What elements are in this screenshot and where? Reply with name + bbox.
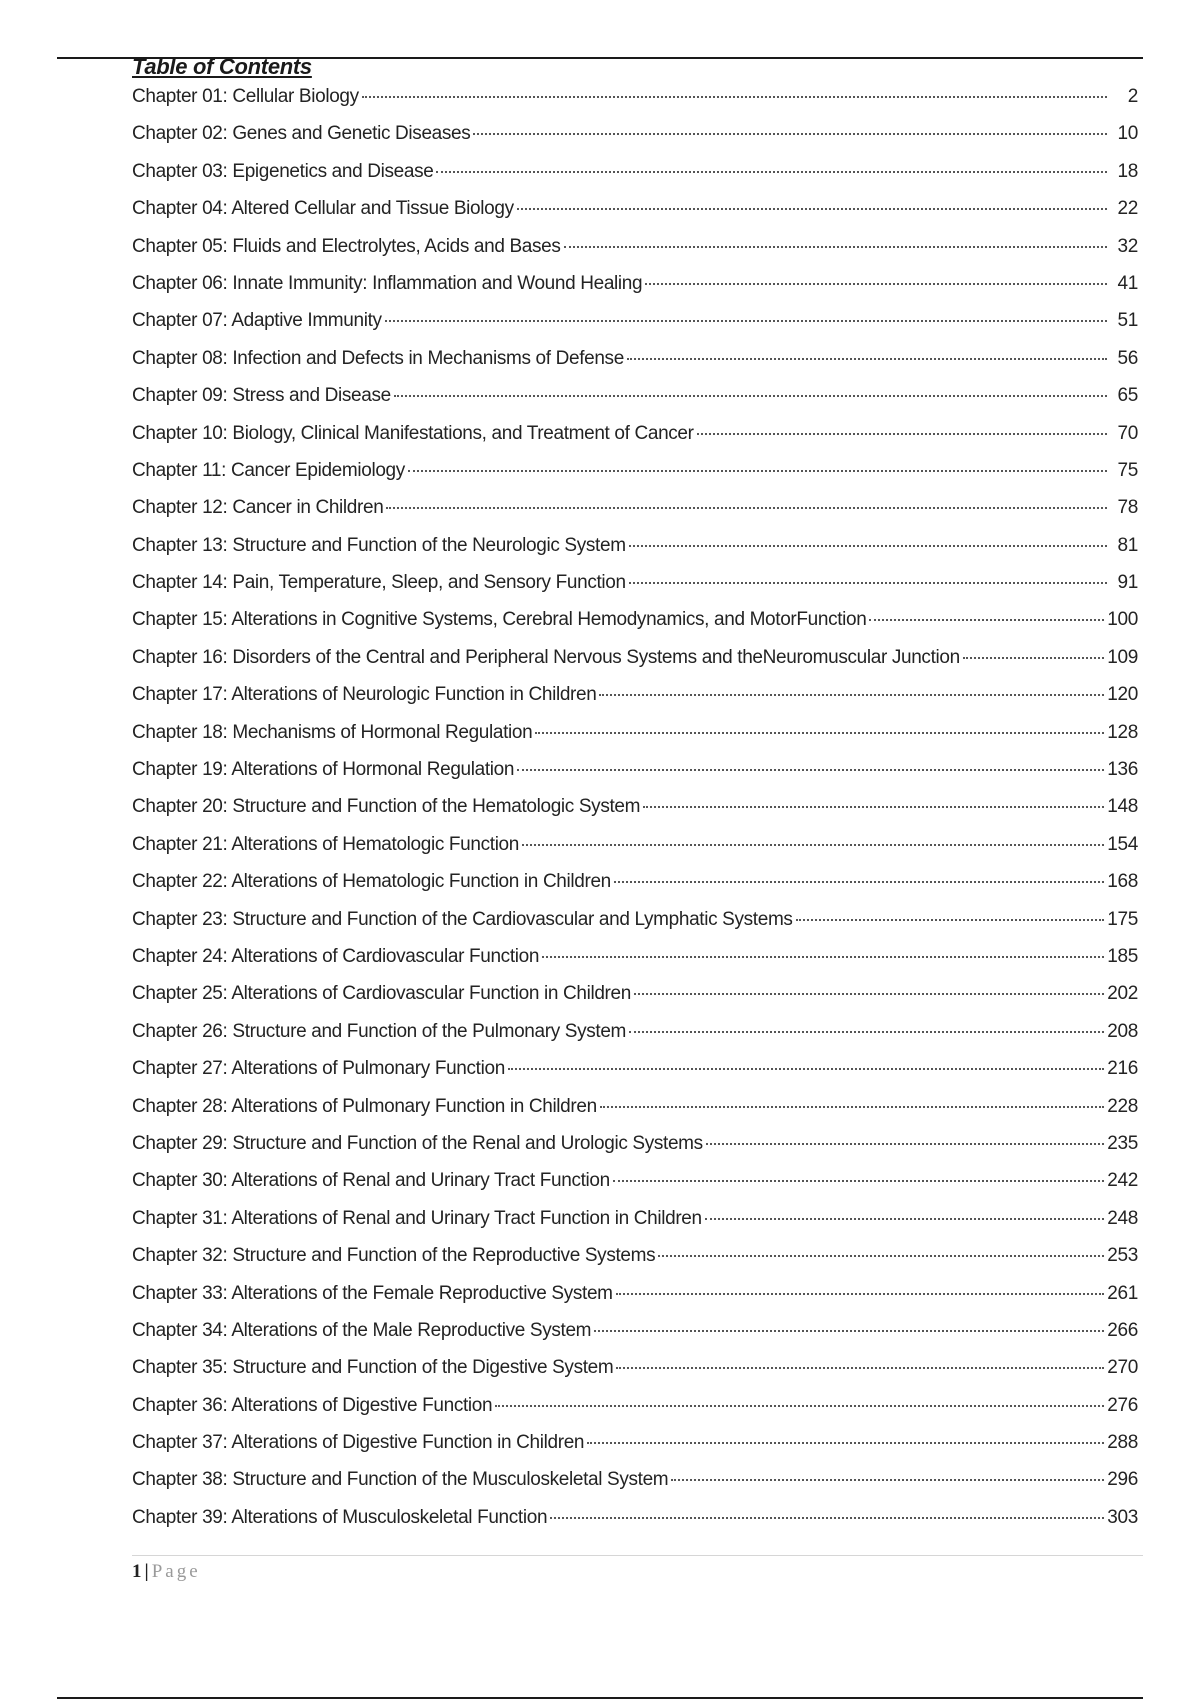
- toc-entry[interactable]: [132, 979, 1138, 1016]
- toc-entry-page-number: 91: [1117, 572, 1138, 594]
- toc-entry[interactable]: [132, 942, 1138, 979]
- toc-entry[interactable]: [132, 531, 1138, 568]
- toc-dot-leader: [645, 283, 1107, 285]
- toc-dot-leader: [643, 806, 1104, 808]
- toc-entry-title: Chapter 38: Structure and Function of the Musculoskeletal System: [132, 1469, 669, 1491]
- toc-entry[interactable]: [132, 232, 1138, 269]
- toc-entry-page-number: 261: [1107, 1282, 1138, 1304]
- toc-entry-title: Chapter 20: Structure and Function of the Hematologic System: [132, 796, 641, 818]
- toc-title: Table of Contents: [132, 54, 312, 79]
- toc-entry-page-number: 51: [1117, 310, 1138, 332]
- toc-entry-page-number: 253: [1107, 1245, 1138, 1267]
- toc-entry[interactable]: [132, 344, 1138, 381]
- footer-page-label: Page: [151, 1561, 201, 1582]
- toc-dot-leader: [616, 1367, 1104, 1369]
- toc-entry[interactable]: [132, 269, 1138, 306]
- toc-dot-leader: [627, 358, 1107, 360]
- toc-entry[interactable]: [132, 755, 1138, 792]
- toc-entry[interactable]: [132, 867, 1138, 904]
- toc-dot-leader: [963, 657, 1104, 659]
- toc-entry-title: Chapter 22: Alterations of Hematologic Function in Children: [132, 871, 611, 893]
- toc-entry[interactable]: [132, 1054, 1138, 1091]
- toc-entry-page-number: 120: [1107, 684, 1138, 706]
- toc-entry-title: Chapter 37: Alterations of Digestive Function in Children: [132, 1432, 585, 1454]
- toc-entry-title: Chapter 16: Disorders of the Central and Peripheral Nervous Systems and theNeuromuscular Junction: [132, 646, 960, 668]
- toc-entry-title: Chapter 03: Epigenetics and Disease: [132, 160, 434, 182]
- toc-entry-title: Chapter 17: Alterations of Neurologic Function in Children: [132, 684, 597, 706]
- toc-entry-title: Chapter 27: Alterations of Pulmonary Function: [132, 1058, 505, 1080]
- toc-entry[interactable]: [132, 306, 1138, 343]
- toc-entry-title: Chapter 10: Biology, Clinical Manifestations, and Treatment of Cancer: [132, 422, 694, 444]
- toc-entry-page-number: 81: [1117, 534, 1138, 556]
- toc-entry-title: Chapter 30: Alterations of Renal and Urinary Tract Function: [132, 1170, 610, 1192]
- toc-entry[interactable]: [132, 1503, 1138, 1540]
- toc-dot-leader: [362, 96, 1107, 98]
- toc-dot-leader: [658, 1255, 1104, 1257]
- toc-entry-page-number: 154: [1107, 833, 1138, 855]
- toc-entry-title: Chapter 12: Cancer in Children: [132, 497, 384, 519]
- toc-dot-leader: [517, 208, 1107, 210]
- toc-entry-title: Chapter 09: Stress and Disease: [132, 385, 391, 407]
- toc-dot-leader: [796, 919, 1105, 921]
- toc-entry-page-number: 185: [1107, 945, 1138, 967]
- toc-entry-title: Chapter 31: Alterations of Renal and Urinary Tract Function in Children: [132, 1207, 702, 1229]
- toc-entry-title: Chapter 19: Alterations of Hormonal Regulation: [132, 759, 515, 781]
- toc-dot-leader: [436, 171, 1107, 173]
- toc-entry[interactable]: [132, 1279, 1138, 1316]
- toc-entry[interactable]: [132, 493, 1138, 530]
- toc-entry[interactable]: [132, 680, 1138, 717]
- toc-entry[interactable]: [132, 1465, 1138, 1502]
- toc-entry[interactable]: [132, 792, 1138, 829]
- toc-entry[interactable]: [132, 905, 1138, 942]
- toc-entry-title: Chapter 08: Infection and Defects in Mechanisms of Defense: [132, 347, 624, 369]
- toc-entry-page-number: 148: [1107, 796, 1138, 818]
- toc-entry-page-number: 70: [1117, 422, 1138, 444]
- toc-dot-leader: [535, 732, 1104, 734]
- toc-entry[interactable]: [132, 157, 1138, 194]
- toc-entry-title: Chapter 11: Cancer Epidemiology: [132, 459, 405, 481]
- toc-dot-leader: [394, 395, 1107, 397]
- toc-dot-leader: [495, 1405, 1104, 1407]
- toc-dot-leader: [671, 1479, 1104, 1481]
- toc-entry-page-number: 216: [1107, 1058, 1138, 1080]
- toc-dot-leader: [550, 1517, 1104, 1519]
- toc-dot-leader: [629, 582, 1107, 584]
- toc-entry-page-number: 56: [1117, 347, 1138, 369]
- toc-dot-leader: [706, 1143, 1104, 1145]
- toc-entry-title: Chapter 36: Alterations of Digestive Function: [132, 1394, 493, 1416]
- toc-entry-title: Chapter 28: Alterations of Pulmonary Function in Children: [132, 1095, 597, 1117]
- toc-entry-title: Chapter 23: Structure and Function of the Cardiovascular and Lymphatic Systems: [132, 908, 793, 930]
- toc-entry-page-number: 303: [1107, 1506, 1138, 1528]
- toc-entry[interactable]: [132, 1017, 1138, 1054]
- toc-entry-title: Chapter 02: Genes and Genetic Diseases: [132, 123, 471, 145]
- toc-dot-leader: [599, 694, 1104, 696]
- toc-list: [132, 82, 1138, 1540]
- toc-entry-page-number: 242: [1107, 1170, 1138, 1192]
- toc-entry-page-number: 288: [1107, 1432, 1138, 1454]
- toc-entry-title: Chapter 04: Altered Cellular and Tissue Biology: [132, 198, 514, 220]
- toc-entry-page-number: 208: [1107, 1020, 1138, 1042]
- toc-entry-page-number: 296: [1107, 1469, 1138, 1491]
- toc-dot-leader: [616, 1293, 1105, 1295]
- toc-entry-page-number: 10: [1117, 123, 1138, 145]
- toc-entry-page-number: 128: [1107, 721, 1138, 743]
- toc-entry[interactable]: [132, 381, 1138, 418]
- toc-entry-title: Chapter 05: Fluids and Electrolytes, Acids and Bases: [132, 235, 561, 257]
- toc-entry-page-number: 78: [1117, 497, 1138, 519]
- toc-entry-page-number: 228: [1107, 1095, 1138, 1117]
- toc-entry-title: Chapter 25: Alterations of Cardiovascular Function in Children: [132, 983, 631, 1005]
- toc-entry-title: Chapter 18: Mechanisms of Hormonal Regulation: [132, 721, 533, 743]
- bottom-border-rule: [57, 1697, 1143, 1699]
- toc-entry-title: Chapter 29: Structure and Function of the Renal and Urologic Systems: [132, 1132, 703, 1154]
- toc-dot-leader: [473, 133, 1107, 135]
- page-footer: [132, 1560, 201, 1584]
- toc-entry[interactable]: [132, 1204, 1138, 1241]
- toc-entry[interactable]: [132, 1353, 1138, 1390]
- toc-entry[interactable]: [132, 194, 1138, 231]
- toc-dot-leader: [600, 1106, 1104, 1108]
- toc-entry-page-number: 75: [1117, 459, 1138, 481]
- toc-entry-page-number: 168: [1107, 871, 1138, 893]
- toc-dot-leader: [594, 1330, 1104, 1332]
- toc-entry-page-number: 109: [1107, 646, 1138, 668]
- toc-entry-title: Chapter 13: Structure and Function of the Neurologic System: [132, 534, 626, 556]
- toc-dot-leader: [408, 470, 1107, 472]
- toc-entry-title: Chapter 33: Alterations of the Female Reproductive System: [132, 1282, 613, 1304]
- toc-entry[interactable]: [132, 568, 1138, 605]
- toc-dot-leader: [522, 844, 1104, 846]
- toc-entry-title: Chapter 21: Alterations of Hematologic Function: [132, 833, 519, 855]
- toc-dot-leader: [613, 1180, 1104, 1182]
- toc-entry-page-number: 248: [1107, 1207, 1138, 1229]
- toc-entry-title: Chapter 24: Alterations of Cardiovascular Function: [132, 945, 540, 967]
- toc-entry-title: Chapter 35: Structure and Function of the Digestive System: [132, 1357, 614, 1379]
- toc-dot-leader: [386, 507, 1107, 509]
- toc-dot-leader: [564, 246, 1107, 248]
- toc-entry[interactable]: [132, 419, 1138, 456]
- toc-entry[interactable]: [132, 1166, 1138, 1203]
- toc-dot-leader: [517, 769, 1104, 771]
- toc-entry[interactable]: [132, 643, 1138, 680]
- toc-dot-leader: [385, 320, 1107, 322]
- toc-dot-leader: [629, 1031, 1104, 1033]
- toc-entry-title: Chapter 39: Alterations of Musculoskeletal Function: [132, 1506, 548, 1528]
- footer-page-number: 1: [132, 1561, 142, 1582]
- toc-entry[interactable]: [132, 1092, 1138, 1129]
- toc-entry-title: Chapter 34: Alterations of the Male Reproductive System: [132, 1319, 592, 1341]
- toc-entry-title: Chapter 32: Structure and Function of the Reproductive Systems: [132, 1245, 656, 1267]
- toc-entry[interactable]: [132, 605, 1138, 642]
- toc-dot-leader: [629, 545, 1107, 547]
- toc-entry-title: Chapter 06: Innate Immunity: Inflammation and Wound Healing: [132, 272, 643, 294]
- toc-entry[interactable]: [132, 456, 1138, 493]
- toc-entry-page-number: 235: [1107, 1132, 1138, 1154]
- toc-entry-title: Chapter 01: Cellular Biology: [132, 86, 359, 107]
- toc-entry-page-number: 65: [1117, 385, 1138, 407]
- toc-entry-title: Chapter 26: Structure and Function of the Pulmonary System: [132, 1020, 627, 1042]
- toc-dot-leader: [705, 1218, 1104, 1220]
- footer-rule: [132, 1555, 1143, 1556]
- toc-entry[interactable]: [132, 718, 1138, 755]
- toc-entry-page-number: 22: [1117, 198, 1138, 220]
- toc-dot-leader: [614, 881, 1104, 883]
- toc-entry[interactable]: [132, 1428, 1138, 1465]
- toc-entry-page-number: 270: [1107, 1357, 1138, 1379]
- toc-entry[interactable]: [132, 830, 1138, 867]
- toc-dot-leader: [634, 993, 1104, 995]
- toc-entry-page-number: 266: [1107, 1319, 1138, 1341]
- toc-dot-leader: [542, 956, 1104, 958]
- toc-entry-title: Chapter 14: Pain, Temperature, Sleep, and Sensory Function: [132, 572, 626, 594]
- toc-entry-title: Chapter 15: Alterations in Cognitive Systems, Cerebral Hemodynamics, and MotorFunction: [132, 609, 867, 631]
- toc-entry-page-number: 32: [1117, 235, 1138, 257]
- toc-dot-leader: [508, 1068, 1104, 1070]
- toc-entry-page-number: 202: [1107, 983, 1138, 1005]
- toc-entry-page-number: 100: [1107, 609, 1138, 631]
- toc-entry-page-number: 2: [1127, 86, 1138, 107]
- toc-entry-page-number: 276: [1107, 1394, 1138, 1416]
- toc-entry[interactable]: [132, 1241, 1138, 1278]
- toc-entry-page-number: 136: [1107, 759, 1138, 781]
- toc-entry[interactable]: [132, 1391, 1138, 1428]
- toc-dot-leader: [869, 619, 1104, 621]
- toc-entry[interactable]: [132, 1316, 1138, 1353]
- toc-entry-page-number: 18: [1117, 160, 1138, 182]
- toc-entry-title: Chapter 07: Adaptive Immunity: [132, 310, 382, 332]
- toc-entry[interactable]: [132, 1129, 1138, 1166]
- toc-entry[interactable]: [132, 119, 1138, 156]
- toc-entry-page-number: 41: [1117, 272, 1138, 294]
- toc-dot-leader: [697, 433, 1107, 435]
- toc-dot-leader: [587, 1442, 1104, 1444]
- toc-entry-page-number: 175: [1107, 908, 1138, 930]
- footer-separator: |: [144, 1561, 149, 1582]
- toc-entry[interactable]: [132, 82, 1138, 119]
